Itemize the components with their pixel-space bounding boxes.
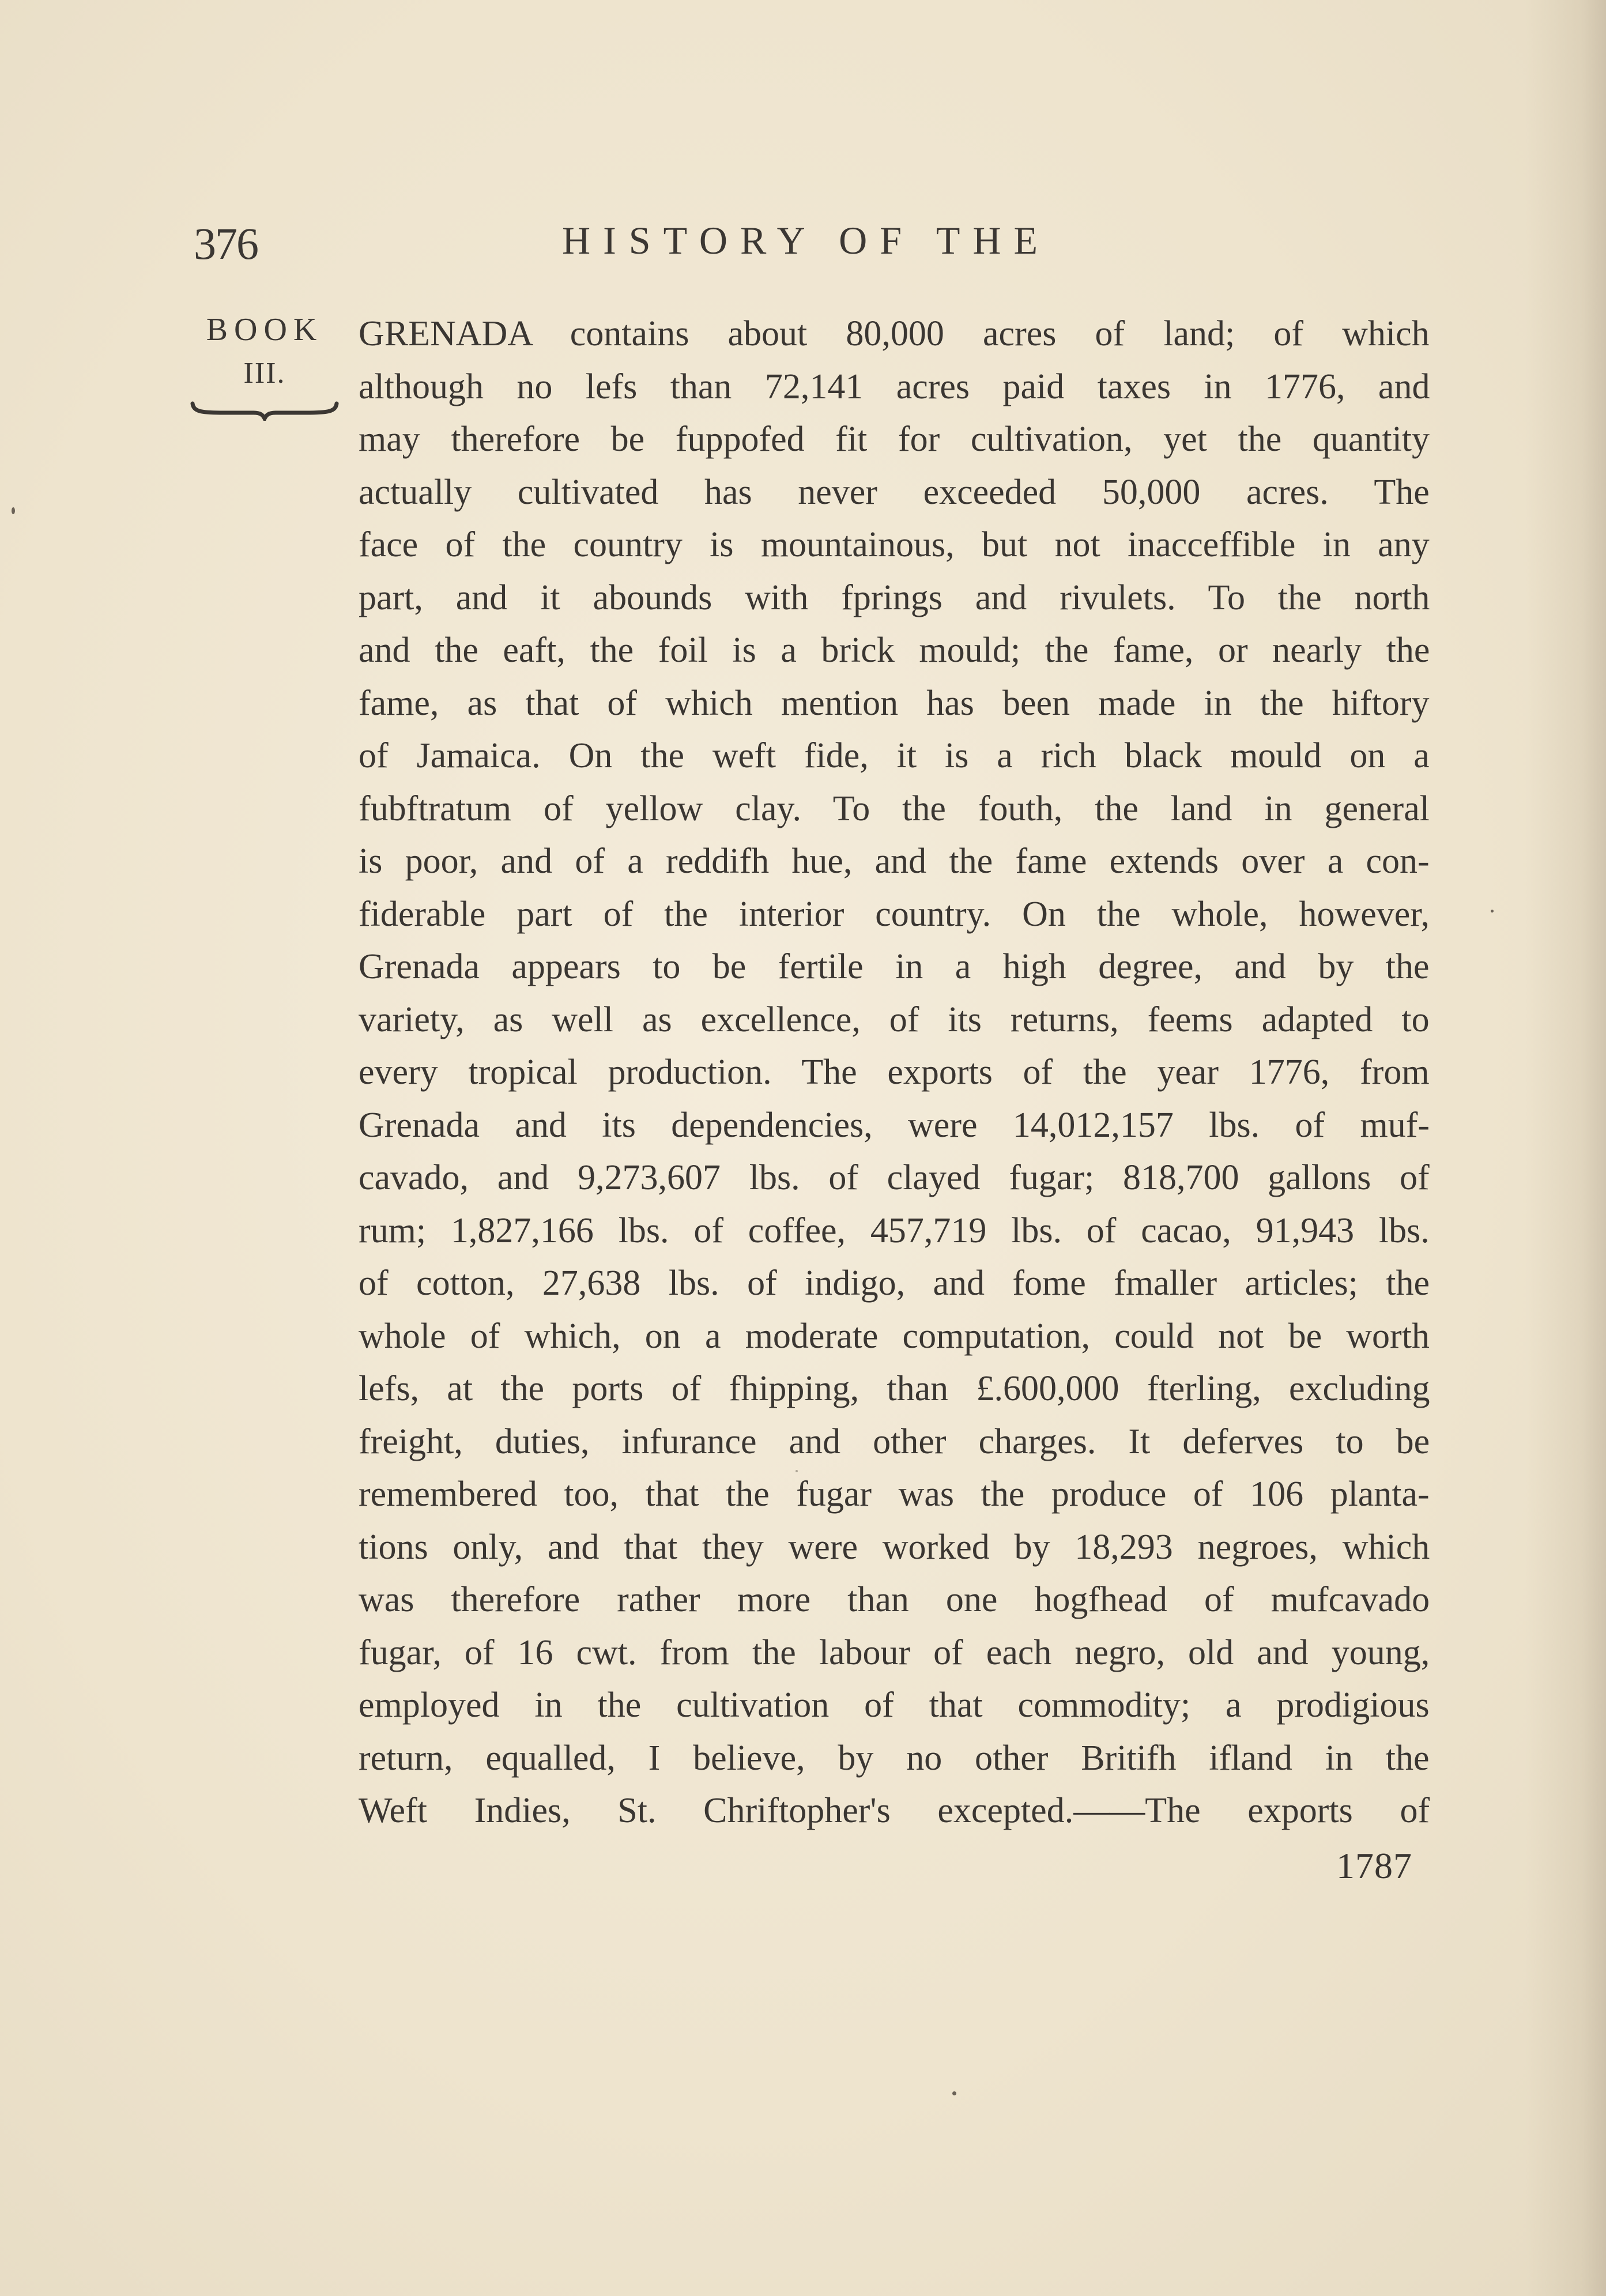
text-line: freight, duties, infurance and other charges. It deferves to be (359, 1422, 1430, 1461)
paper-speck (12, 507, 15, 514)
text-line: whole of which, on a moderate computation, could not be worth (359, 1316, 1430, 1356)
running-head: HISTORY OF THE (562, 218, 1051, 262)
text-line: is poor, and of a reddifh hue, and the fame extends over a con- (359, 842, 1430, 881)
text-line: every tropical production. The exports of the year 1776, from (359, 1053, 1430, 1092)
paper-speck (952, 2091, 956, 2095)
text-line: was therefore rather more than one hogfhead of mufcavado (359, 1580, 1430, 1619)
text-line: may therefore be fuppofed fit for cultivation, yet the quantity (359, 420, 1430, 459)
text-line: part, and it abounds with fprings and rivulets. To the north (359, 578, 1430, 617)
text-line: return, equalled, I believe, by no other Britifh ifland in the (359, 1738, 1430, 1778)
text-line: lefs, at the ports of fhipping, than £.600,000 fterling, excluding (359, 1369, 1430, 1408)
text-line: fame, as that of which mention has been made in the hiftory (359, 683, 1430, 723)
text-line: cavado, and 9,273,607 lbs. of clayed fugar; 818,700 gallons of (359, 1158, 1430, 1197)
text-line: employed in the cultivation of that commodity; a prodigious (359, 1686, 1430, 1725)
page-number: 376 (194, 218, 258, 269)
text-line: tions only, and that they were worked by 18,293 negroes, which (359, 1527, 1430, 1567)
text-line: of cotton, 27,638 lbs. of indigo, and fome fmaller articles; the (359, 1264, 1430, 1303)
text-line: remembered too, that the fugar was the produce of 106 planta- (359, 1475, 1430, 1514)
text-line: face of the country is mountainous, but not inacceffible in any (359, 525, 1430, 564)
text-line: of Jamaica. On the weft fide, it is a rich black mould on a (359, 736, 1430, 775)
gutter-shadow (1525, 0, 1606, 2296)
text-line: Grenada and its dependencies, were 14,012,157 lbs. of muf- (359, 1105, 1430, 1145)
body-paragraph (359, 308, 1430, 1838)
text-line: although no lefs than 72,141 acres paid taxes in 1776, and (359, 367, 1430, 406)
paper-speck (1491, 910, 1494, 913)
text-line: fiderable part of the interior country. On the whole, however, (359, 894, 1430, 934)
text-line: actually cultivated has never exceeded 50,000 acres. The (359, 472, 1430, 512)
margin-note-book: BOOK (206, 312, 323, 348)
text-line: rum; 1,827,166 lbs. of coffee, 457,719 lbs. of cacao, 91,943 lbs. (359, 1211, 1430, 1250)
text-line: and the eaft, the foil is a brick mould; the fame, or nearly the (359, 631, 1430, 670)
text-line: variety, as well as excellence, of its returns, feems adapted to (359, 1000, 1430, 1039)
text-line: Grenada appears to be fertile in a high degree, and by the (359, 947, 1430, 986)
brace-ornament-icon (189, 398, 340, 421)
text-line: GRENADA contains about 80,000 acres of land; of which (359, 314, 1430, 353)
margin-note (189, 312, 340, 421)
text-line: fugar, of 16 cwt. from the labour of each negro, old and young, (359, 1633, 1430, 1672)
text-line: Weft Indies, St. Chriftopher's excepted.——The exports of (359, 1791, 1430, 1830)
text-line: fubftratum of yellow clay. To the fouth, the land in general (359, 789, 1430, 828)
paper-speck (796, 1470, 798, 1472)
catchword: 1787 (1336, 1845, 1412, 1886)
margin-note-volume: III. (243, 357, 286, 390)
